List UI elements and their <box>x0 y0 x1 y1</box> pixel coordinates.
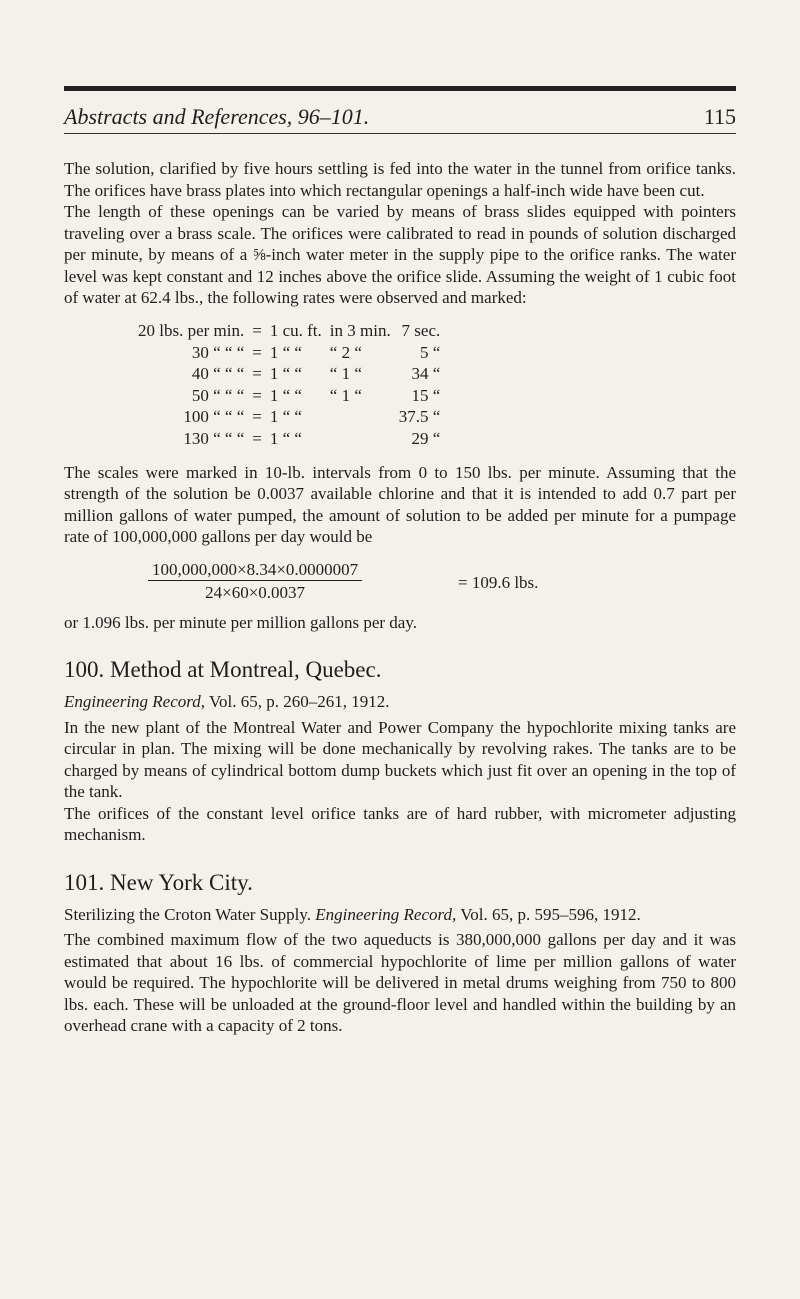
rates-cell: = <box>252 407 262 427</box>
section-heading: 100. Method at Montreal, Quebec. <box>64 657 382 682</box>
rates-row <box>134 407 444 429</box>
rates-cell: = <box>252 385 262 405</box>
rates-cell: 130 “ “ “ <box>183 428 245 448</box>
rates-cell: “ 1 “ <box>329 364 362 384</box>
section-heading: 101. New York City. <box>64 869 253 895</box>
fraction <box>148 560 362 603</box>
citation-details: Vol. 65, p. 260–261, 1912. <box>205 692 390 711</box>
rates-cell: 30 “ “ “ <box>191 342 245 362</box>
rates-cell: in 3 min. <box>329 321 391 341</box>
paragraph: The solution, clarified by five hours settling is fed into the water in the tunnel from orifice tanks. The orifices have brass plates into which rectangular openings a half-inch wide have been cut. <box>64 159 736 200</box>
rates-row <box>134 321 444 343</box>
rates-cell: = <box>252 428 262 448</box>
rates-cell: 1 “ “ <box>269 364 302 384</box>
paragraph: The length of these openings can be varied by means of brass slides equipped with pointers traveling over a brass scale. The orifices were calibrated to read in pounds of solution discharged per minute, by means of a ⅝-inch water meter in the supply pipe to the orifice ranks. The water level was kept constant and 12 inches above the orifice slide. Assuming the weight of 1 cubic foot of water at 62.4 lbs., the following rates were observed and marked: <box>64 202 736 307</box>
rates-cell: 1 “ “ <box>269 385 302 405</box>
rates-cell: 15 “ <box>411 385 441 405</box>
rates-cell: 100 “ “ “ <box>183 407 245 427</box>
paragraph: In the new plant of the Montreal Water and Power Company the hypochlorite mixing tanks are circular in plan. The mixing will be done mechanically by revolving rakes. The tanks are to be charged by means of cylindrical bottom dump buckets which just fit over an opening in the top of the tank. <box>64 717 736 801</box>
rates-row <box>134 364 444 386</box>
citation <box>64 904 736 926</box>
rates-cell: 7 sec. <box>401 321 441 341</box>
rates-cell <box>326 407 395 429</box>
rates-cell: 1 “ “ <box>269 342 302 362</box>
citation-details: Vol. 65, p. 595–596, 1912. <box>456 904 641 924</box>
rates-cell <box>326 428 395 450</box>
rates-cell: 1 cu. ft. <box>269 321 322 341</box>
rates-cell: “ 1 “ <box>329 385 362 405</box>
rates-row <box>134 428 444 450</box>
citation-journal: Engineering Record, <box>64 692 205 711</box>
rates-cell: = <box>252 321 262 341</box>
rates-cell: 37.5 “ <box>398 407 441 427</box>
rates-cell: 50 “ “ “ <box>191 385 245 405</box>
citation-journal: Engineering Record, <box>315 904 457 924</box>
rates-row <box>134 342 444 364</box>
page-number: 115 <box>703 104 736 129</box>
rates-cell: 20 lbs. per min. <box>138 321 245 341</box>
citation-lead: Sterilizing the Croton Water Supply. <box>64 904 316 924</box>
formula-denominator: 24×60×0.0037 <box>205 582 306 602</box>
paragraph: The orifices of the constant level orifice tanks are of hard rubber, with micrometer adjusting mechanism. <box>64 803 736 844</box>
rates-table <box>134 321 444 450</box>
running-title: Abstracts and References, 96–101. <box>64 104 370 129</box>
rates-cell: 1 “ “ <box>269 407 302 427</box>
rates-cell: = <box>252 364 262 384</box>
rates-cell: = <box>252 342 262 362</box>
rates-cell: 1 “ “ <box>269 428 302 448</box>
top-rule <box>64 86 736 91</box>
paragraph: The scales were marked in 10-lb. intervals from 0 to 150 lbs. per minute. Assuming that the strength of the solution be 0.0037 available chlorine and that it is intended to add 0.7 part per million gallons of water pumped, the amount of solution to be added per minute for a pumpage rate of 100,000,000 gallons per day would be <box>64 462 736 546</box>
rates-cell: 34 “ <box>411 364 441 384</box>
paragraph: The combined maximum flow of the two aqueducts is 380,000,000 gallons per day and it was estimated that about 16 lbs. of commercial hypochlorite of lime per million gallons of water would be required. The hypochlorite will be delivered in metal drums weighing from 750 to 800 lbs. each. These will be unloaded at the ground-floor level and handled within the building by an overhead crane with a capacity of 2 tons. <box>64 930 736 1035</box>
citation <box>64 691 736 713</box>
formula-numerator: 100,000,000×8.34×0.0000007 <box>148 560 362 581</box>
rates-cell: 29 “ <box>411 428 441 448</box>
rates-row <box>134 385 444 407</box>
rates-cell: “ 2 “ <box>329 342 362 362</box>
formula-result: = 109.6 lbs. <box>458 572 539 592</box>
paragraph: or 1.096 lbs. per minute per million gallons per day. <box>64 612 417 632</box>
page <box>64 86 736 1037</box>
rates-cell: 5 “ <box>419 342 441 362</box>
running-header <box>64 103 736 134</box>
formula <box>64 560 736 612</box>
rates-cell: 40 “ “ “ <box>191 364 245 384</box>
